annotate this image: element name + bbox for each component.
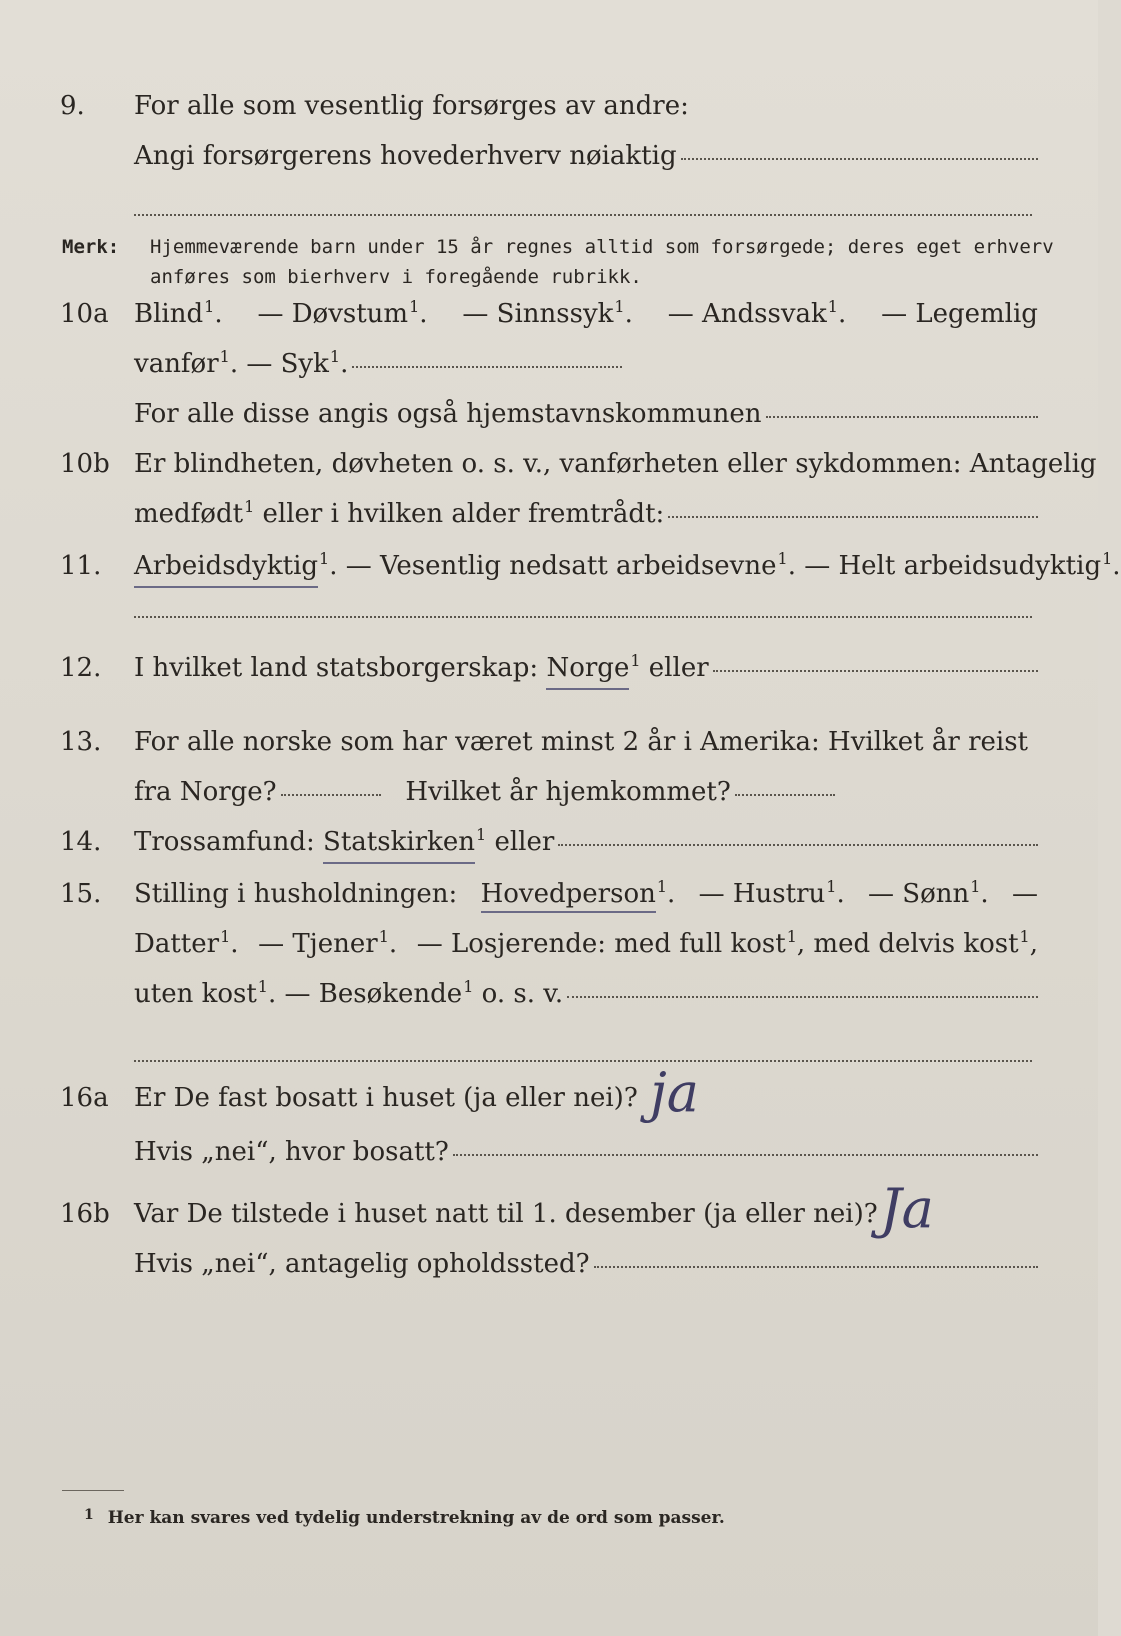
answer-field[interactable]: [281, 794, 381, 796]
answer-field[interactable]: [735, 794, 835, 796]
answer-field[interactable]: [567, 996, 1038, 998]
answer-field[interactable]: [558, 844, 1038, 846]
footnote-rule: [62, 1490, 124, 1491]
handwritten-answer-16a: ja: [650, 1061, 699, 1124]
census-form-page: 9. For alle som vesentlig forsørges av andre: Angi forsørgerens hovederhverv nøiaktig Merk: Hjemmeværende barn under 15 år regnes alltid som forsørgede; deres eget erhverv anføres som bierhverv i foregående rubrikk. 10a Blind$^1$. — Døvstum$^1$. — Sinnssyk$^1$. — Andssvak$^1$. — Legemlig vanfør 1 . — Syk 1 . For alle disse angis også hjemstavnskommunen 10b Er blindheten, døvheten o. s. v., vanførheten eller sykdommen: Antagelig medfødt 1 eller i hvilken alder fremtrådt: 11. Arbeidsdyktig 1 . — Vesentlig nedsatt arbeidsevne 1 . — Helt arbeidsudyktig 1 . 12. I hvilket land statsborgerskap: Norge 1 eller 13. For alle norske som har været minst 2 år i Amerika: Hvilket år reist fra Norge? Hvilket år hjemkommet? 14. Trossamfund: Statskirken 1 eller 15. Stilling i husholdningen: Hovedperson$^1$. — Hustru$^1$. — Sønn$^1$. — Datter$^1$. — Tjener$^1$. — Losjerende: med full kost$^1$, med delvis kost$^1$, uten kost 1 . — Besøkende 1 o. s. v. 16a Er De fast bosatt i huset (ja eller nei)? ja Hvis „nei“, hvor bosatt? 16b Var De tilstede i huset natt til 1. desember (ja eller nei)? Ja Hvis „nei“, antagelig opholdssted? $^1$ Her kan svares ved tydelig understrekning av de ord som passer.: [0, 0, 1098, 1636]
answer-field[interactable]: [134, 214, 1032, 216]
answer-field[interactable]: [594, 1266, 1038, 1268]
answer-field[interactable]: [681, 158, 1038, 160]
answer-field[interactable]: [134, 1060, 1032, 1062]
answer-field[interactable]: [134, 616, 1032, 618]
answer-field[interactable]: [453, 1154, 1038, 1156]
answer-field[interactable]: [766, 416, 1038, 418]
question-text: For alle som vesentlig forsørges av andre:: [134, 91, 689, 121]
question-number: 9.: [60, 91, 85, 121]
answer-field[interactable]: [352, 366, 622, 368]
answer-field[interactable]: [668, 516, 1038, 518]
handwritten-answer-16b: Ja: [880, 1177, 934, 1240]
footnote: $^1$ Her kan svares ved tydelig understrekning av de ord som passer.: [84, 1507, 725, 1528]
answer-field[interactable]: [713, 670, 1038, 672]
